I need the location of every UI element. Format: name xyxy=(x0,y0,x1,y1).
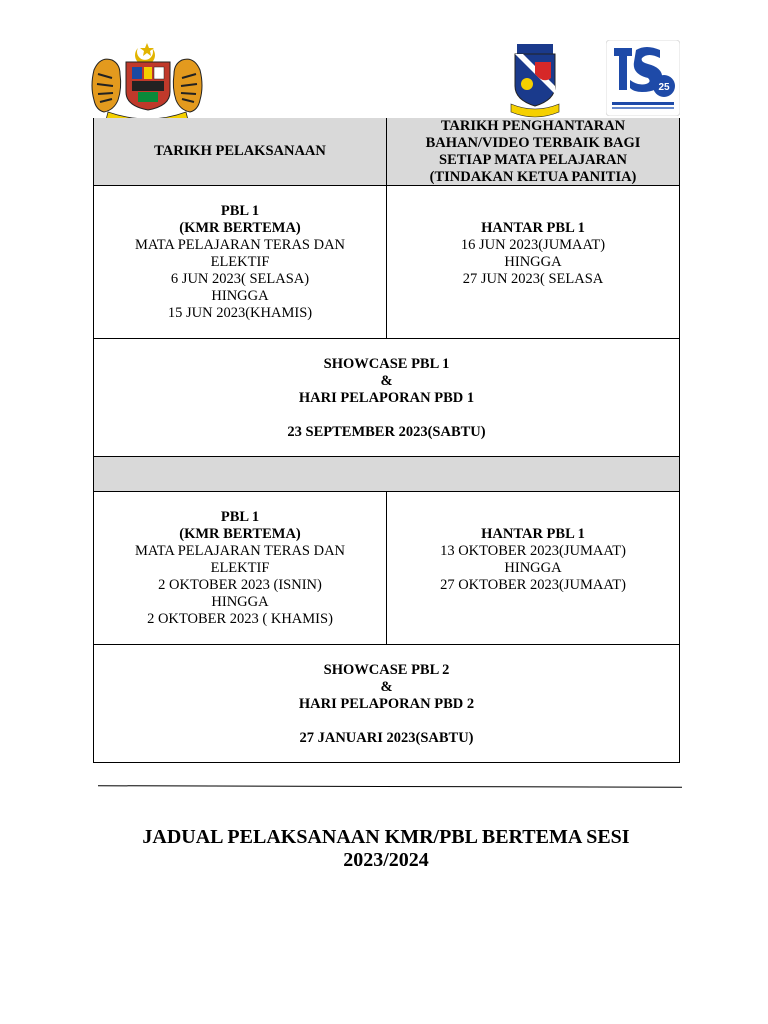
term1-pbl-row xyxy=(94,185,679,338)
term1-hantar-cell xyxy=(387,186,679,338)
header-right-line: SETIAP MATA PELAJARAN xyxy=(439,152,627,168)
showcase-date: 27 JANUARI 2023(SABTU) xyxy=(299,730,474,746)
term1-showcase-row xyxy=(94,338,679,456)
hingga-label: HINGGA xyxy=(211,288,269,304)
hingga-label: HINGGA xyxy=(504,560,562,576)
subject-line: MATA PELAJARAN TERAS DAN xyxy=(134,543,346,559)
subject-line: ELEKTIF xyxy=(210,560,270,576)
hantar-title: HANTAR PBL 1 xyxy=(481,220,585,236)
title-line-1: JADUAL PELAKSANAAN KMR/PBL BERTEMA SESI xyxy=(142,826,630,848)
end-date: 15 JUN 2023(KHAMIS) xyxy=(167,305,313,321)
hari-pelaporan: HARI PELAPORAN PBD 1 xyxy=(298,390,475,406)
ampersand: & xyxy=(380,373,393,389)
subject-line: MATA PELAJARAN TERAS DAN xyxy=(134,237,346,253)
header-right-line: BAHAN/VIDEO TERBAIK BAGI xyxy=(425,135,641,151)
hari-pelaporan: HARI PELAPORAN PBD 2 xyxy=(298,696,475,712)
term1-showcase-cell xyxy=(94,339,679,456)
start-date: 16 JUN 2023(JUMAAT) xyxy=(460,237,606,253)
header-right-line: TARIKH PENGHANTARAN xyxy=(440,118,626,134)
pbl-title: PBL 1 xyxy=(220,203,260,219)
term2-showcase-row xyxy=(94,644,679,762)
hantar-title: HANTAR PBL 1 xyxy=(481,526,585,542)
term1-pelaksanaan-cell xyxy=(94,186,387,338)
title-line-2: 2023/2024 xyxy=(343,849,429,871)
header-right-line: (TINDAKAN KETUA PANITIA) xyxy=(429,169,637,185)
pbl-subtitle: (KMR BERTEMA) xyxy=(179,220,301,236)
svg-text:25: 25 xyxy=(658,82,670,93)
header-left-cell xyxy=(94,118,387,185)
document-title xyxy=(100,826,672,872)
showcase-title: SHOWCASE PBL 1 xyxy=(323,356,450,372)
pbl-subtitle: (KMR BERTEMA) xyxy=(179,526,301,542)
school-crest-logo xyxy=(507,42,563,118)
subject-line: ELEKTIF xyxy=(210,254,270,270)
start-date: 6 JUN 2023( SELASA) xyxy=(170,271,310,287)
term2-pelaksanaan-cell xyxy=(94,492,387,644)
end-date: 2 OKTOBER 2023 ( KHAMIS) xyxy=(147,611,333,627)
ts25-logo xyxy=(606,40,680,116)
header-tarikh-pelaksanaan: TARIKH PELAKSANAAN xyxy=(154,143,326,159)
term2-showcase-cell xyxy=(94,645,679,762)
spacer-cell xyxy=(94,457,679,491)
showcase-date: 23 SEPTEMBER 2023(SABTU) xyxy=(287,424,486,440)
horizontal-rule xyxy=(98,785,682,788)
ampersand: & xyxy=(380,679,393,695)
start-date: 2 OKTOBER 2023 (ISNIN) xyxy=(158,577,322,593)
table-header-row xyxy=(94,118,679,185)
coat-of-arms-logo xyxy=(88,40,206,128)
hingga-label: HINGGA xyxy=(504,254,562,270)
pbl-title: PBL 1 xyxy=(220,509,260,525)
spacer-row xyxy=(94,456,679,491)
header-right-cell xyxy=(387,118,679,185)
term2-pbl-row xyxy=(94,491,679,644)
end-date: 27 JUN 2023( SELASA xyxy=(462,271,604,287)
term2-hantar-cell xyxy=(387,492,679,644)
schedule-table xyxy=(93,118,680,763)
end-date: 27 OKTOBER 2023(JUMAAT) xyxy=(440,577,626,593)
start-date: 13 OKTOBER 2023(JUMAAT) xyxy=(440,543,626,559)
showcase-title: SHOWCASE PBL 2 xyxy=(323,662,450,678)
hingga-label: HINGGA xyxy=(211,594,269,610)
